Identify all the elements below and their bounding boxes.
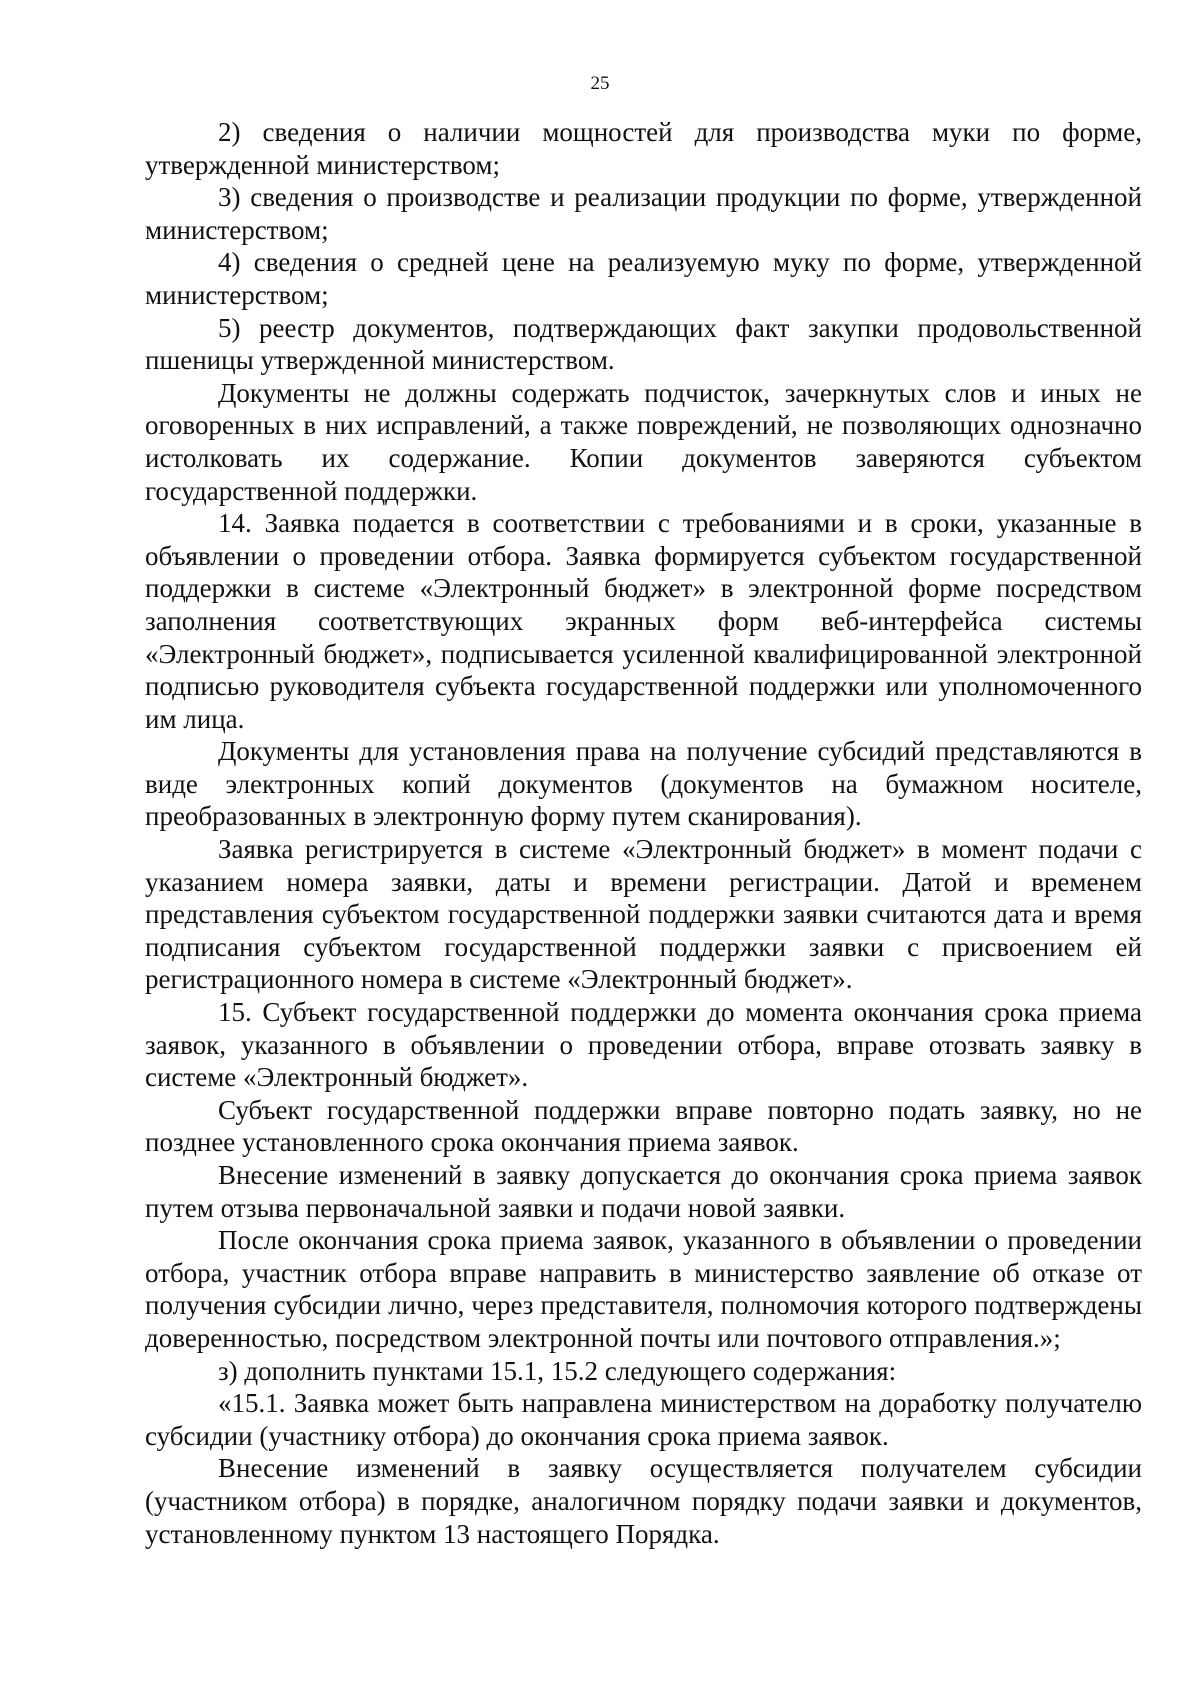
paragraph-amendment-procedure: Внесение изменений в заявку осуществляется получателем субсидии (участником отбора) в порядке, аналогичном порядку подачи заявки и документов, установленному пунктом 13 настоящего Порядка. (145, 1453, 1142, 1549)
paragraph-clause-14: 14. Заявка подается в соответствии с требованиями и в сроки, указанные в объявлении о проведении отбора. Заявка формируется субъектом государственной поддержки в системе «Электронный бюджет» в электронной форме посредством заполнения соответствующих экранных форм веб-интерфейса системы «Электронный бюджет», подписывается усиленной квалифицированной электронной подписью руководителя субъекта государственной поддержки или уполномоченного им лица. (145, 508, 1142, 734)
page-number: 25 (590, 73, 610, 94)
paragraph-item-3: 3) сведения о производстве и реализации продукции по форме, утвержденной министерством; (145, 182, 1142, 245)
paragraph-registration: Заявка регистрируется в системе «Электронный бюджет» в момент подачи с указанием номера заявки, даты и времени регистрации. Датой и временем представления субъектом государственной поддержки заявки считаются дата и время подписания субъектом государственной поддержки заявки с присвоением ей регистрационного номера в системе «Электронный бюджет». (145, 834, 1142, 995)
paragraph-clause-15-1: «15.1. Заявка может быть направлена министерством на доработку получателю субсидии (участнику отбора) до окончания срока приема заявок. (145, 1388, 1142, 1451)
paragraph-documents-requirements: Документы не должны содержать подчисток, зачеркнутых слов и иных не оговоренных в них исправлений, а также повреждений, не позволяющих однозначно истолковать их содержание. Копии документов заверяются субъектом государственной поддержки. (145, 377, 1142, 506)
paragraph-refusal: После окончания срока приема заявок, указанного в объявлении о проведении отбора, участник отбора вправе направить в министерство заявление об отказе от получения субсидии лично, через представителя, полномочия которого подтверждены доверенностью, посредством электронной почты или почтового отправления.»; (145, 1225, 1142, 1353)
paragraph-clause-15: 15. Субъект государственной поддержки до момента окончания срока приема заявок, указанного в объявлении о проведении отбора, вправе отозвать заявку в системе «Электронный бюджет». (145, 997, 1142, 1093)
paragraph-resubmission: Субъект государственной поддержки вправе повторно подать заявку, но не позднее установленного срока окончания приема заявок. (145, 1094, 1142, 1158)
paragraph-electronic-copies: Документы для установления права на получение субсидий представляются в виде электронных копий документов (документов на бумажном носителе, преобразованных в электронную форму путем сканирования). (145, 736, 1142, 832)
paragraph-item-4: 4) сведения о средней цене на реализуемую муку по форме, утвержденной министерством; (145, 247, 1142, 310)
paragraph-amendments: Внесение изменений в заявку допускается до окончания срока приема заявок путем отзыва первоначальной заявки и подачи новой заявки. (145, 1160, 1142, 1223)
paragraph-subclause-z: з) дополнить пунктами 15.1, 15.2 следующего содержания: (218, 1355, 897, 1386)
paragraph-item-5: 5) реестр документов, подтверждающих факт закупки продовольственной пшеницы утвержденной министерством. (145, 312, 1142, 376)
document-body (145, 116, 1142, 1550)
paragraph-item-2: 2) сведения о наличии мощностей для производства муки по форме, утвержденной министерством; (145, 117, 1142, 180)
